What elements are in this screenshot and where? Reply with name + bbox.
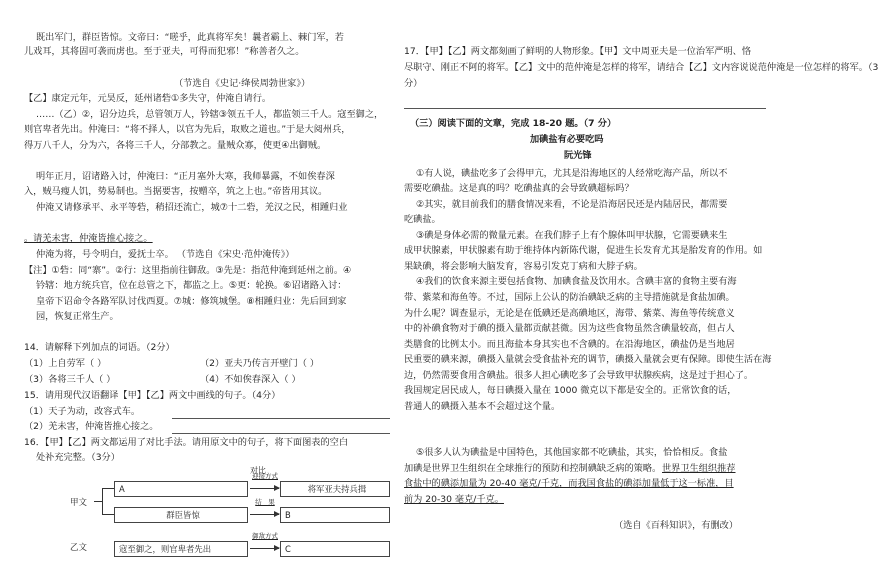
text-line: 加碘是世界卫生组织在全球推行的预防和控制碘缺乏病的策略。 — [404, 463, 662, 474]
text-line: 儿戏耳，其将固可袭而虏也。至于亚夫，可得而犯邪！”称善者久之。 — [24, 46, 305, 57]
text-line: 类膳食的比例太小。而且海盐本身其实也不含碘的。在沿海地区，碘盐仍是当地居 — [404, 339, 735, 350]
bracket-line — [102, 488, 114, 489]
answer-line — [172, 418, 390, 419]
text-line: 带、紫菜和海鱼等。不过，国际上公认的防治碘缺乏病的主导措施就是食盐加碘。 — [404, 292, 735, 303]
question-16-cont: 处补充完整。（3分） — [36, 452, 120, 463]
text-line: 明年正月，诏诸路入讨，仲淹曰：“正月塞外大寒，我师暴露，不如俟春深 — [36, 171, 335, 182]
question-17: 17．【甲】【乙】两文都刻画了鲜明的人物形象。【甲】文中周亚夫是一位治军严明、恪 — [404, 46, 752, 57]
underlined-sentence: 前为 20-30 毫克/千克。 — [404, 494, 504, 505]
arrow-label: 结 果 — [255, 498, 275, 506]
box-qunchen: 群臣皆惊 — [114, 507, 248, 523]
note-line: 【注】①砦：同“寨”。②行：这里指前往御敌。③先是：指范仲淹到延州之前。④ — [24, 265, 352, 276]
label-jiawen: 甲文 — [70, 498, 88, 508]
text-line: 边，仍然需要食用含碘盐。很多人担心碘吃多了会导致甲状腺疾病，这是过于担心了。 — [404, 370, 754, 381]
box-b[interactable]: B — [280, 507, 390, 523]
arrow — [250, 514, 279, 515]
note-line: 钤辖：地方统兵官，位在总管之下，都监之上。⑤更：轮换。⑥诏诸路入讨： — [36, 280, 347, 291]
text-line: 我国规定居民成人，每日碘摄入量在 1000 微克以下都是安全的。正常饮食的话， — [404, 385, 737, 396]
underlined-sentence: 食盐中的碘添加量为 20-40 毫克/千克，而我国食盐的碘添加量低于这一标准，目 — [404, 478, 734, 489]
box-kouzhi: 寇至御之，则官卑者先出 — [114, 541, 248, 557]
text-line: 【乙】康定元年，元昊反，延州诸砦①多失守，仲淹自请行。 — [24, 93, 272, 104]
q15-item-2: （2）羌未害，仲淹皆推心接之。 — [24, 421, 159, 432]
question-16: 16．【甲】【乙】两文都运用了对比手法。请用原文中的句子，将下面图表的空白 — [24, 437, 349, 448]
label-yiwen: 乙文 — [70, 543, 88, 553]
text-line: 中的补碘食物对于碘的摄入量都贡献甚微。因为这些食物虽然含碘量较高，但占人 — [404, 323, 735, 334]
arrow — [250, 488, 279, 489]
text-line: 需要吃碘盐。这是真的吗？吃碘盐真的会导致碘超标吗？ — [404, 183, 634, 194]
underlined-sentence: 。请羌未害，仲淹皆推心接之。 — [24, 233, 153, 244]
answer-line — [172, 433, 390, 434]
text-line: 入，贼马瘦人饥，势易制也。当据要害，按赠卒，筑之上也。”帝皆用其议。 — [24, 186, 328, 197]
text-line: 普通人的碘摄入基本不会超过这个量。 — [404, 401, 561, 412]
text-line: ①有人说，碘盐吃多了会得甲亢，尤其是沿海地区的人经常吃海产品，所以不 — [416, 168, 728, 179]
q15-item-1: （1）天子为动，改容式车。 — [24, 406, 141, 417]
q14-item-2: （2）亚夫乃传言开壁门（ ） — [200, 358, 320, 369]
text-line: 为什么呢？调查显示，无论是在低碘还是高碘地区，海带、紫菜、海鱼等传统意义 — [404, 308, 735, 319]
question-14: 14．请解释下列加点的词语。（2分） — [24, 342, 175, 353]
q14-item-4: （4）不如俟春深入（ ） — [200, 374, 301, 385]
box-jiangjun: 将军亚夫持兵揖 — [280, 481, 390, 497]
text-line: 成甲状腺素，甲状腺素有助于维持体内新陈代谢，促进生长发育尤其是胎发育的作用。如 — [404, 245, 763, 256]
text-line: 仲淹又请修承平、永平等砦，稍招还流亡，城⑦十二砦，羌汉之民，相踵归业 — [36, 202, 348, 213]
text-line: 仲淹为将，号令明白，爱抚士卒。 （节选自《宋史·范仲淹传》） — [36, 249, 295, 260]
text-line: ……（乙）②，诏分边兵，总管领万人，钤辖③领五千人，都监领三千人。寇至御之， — [36, 109, 384, 120]
article-title: 加碘盐有必要吃吗 — [530, 134, 604, 145]
source-line: （选自《百科知识》，有删改） — [614, 520, 739, 531]
arrow — [250, 548, 279, 549]
text-line: 得万八千人，分为六，各将三千人，分部教之。量贼众寡，使更④出御贼。 — [24, 140, 327, 151]
note-line: 园，恢复正常生产。 — [36, 311, 119, 322]
question-15: 15．请用现代汉语翻译【甲】【乙】两文中画线的句子。（4分） — [24, 390, 281, 401]
answer-line — [404, 108, 766, 109]
section-heading: （三）阅读下面的文章，完成 18-20 题。（7 分） — [410, 118, 617, 129]
bracket-line — [102, 514, 114, 515]
bracket-line — [102, 488, 103, 514]
bracket-line — [94, 501, 102, 502]
note-line: 皇帝下诏命令各路军队讨伐西夏。⑦城：修筑城堡。⑧相踵归业：先后回到家 — [36, 296, 347, 307]
text-line: 果缺碘，将会影响大脑发育，容易引发克丁病和大脖子病。 — [404, 261, 643, 272]
question-17-cont: 尽职守、刚正不阿的将军。【乙】文中的范仲淹是怎样的将军，请结合【乙】文内容说说范仲淹是一位怎样的将军。（3 — [404, 62, 878, 73]
diagram-title: 对比 — [250, 466, 266, 475]
arrow-label: 御敌方式 — [252, 532, 278, 540]
underlined-sentence: 世界卫生组织推荐 — [662, 463, 736, 474]
text-line: 民重要的碘来源，碘摄入量就会受食盐补充的调节，碘摄入量就会更有保障。即使生活在海 — [404, 354, 772, 365]
text-line: 则官卑者先出。仲淹曰：“将不择人，以官为先后，取败之道也。”于是大阅州兵， — [24, 124, 351, 135]
box-c[interactable]: C — [280, 541, 390, 557]
text-line: ⑤很多人认为碘盐是中国特色，其他国家都不吃碘盐，其实，恰恰相反。食盐 — [416, 447, 728, 458]
text-line: ④我们的饮食来源主要包括食物、加碘食盐及饮用水。含碘丰富的食物主要有海 — [416, 276, 737, 287]
arrow-label: 迎接方式 — [252, 472, 278, 480]
box-a[interactable]: A — [114, 481, 248, 497]
text-line: 既出军门，群臣皆惊。文帝曰：“嗟乎，此真将军矣！曩者霸上、棘门军，若 — [36, 32, 344, 43]
q14-item-1: （1）上自劳军（ ） — [24, 358, 107, 369]
source-line: （节选自《史记·绛侯周勃世家》） — [174, 78, 311, 89]
text-line: ③碘是身体必需的微量元素。在我们脖子上有个腺体叫甲状腺，它需要碘来生 — [416, 230, 728, 241]
article-author: 阮光锋 — [564, 150, 592, 161]
question-17-cont: 分） — [404, 78, 423, 89]
q14-item-3: （3）各将三千人（ ） — [24, 374, 116, 385]
text-line: ②其实，就目前我们的膳食情况来看，不论是沿海居民还是内陆居民，都需要 — [416, 199, 728, 210]
text-line: 吃碘盐。 — [404, 214, 441, 225]
